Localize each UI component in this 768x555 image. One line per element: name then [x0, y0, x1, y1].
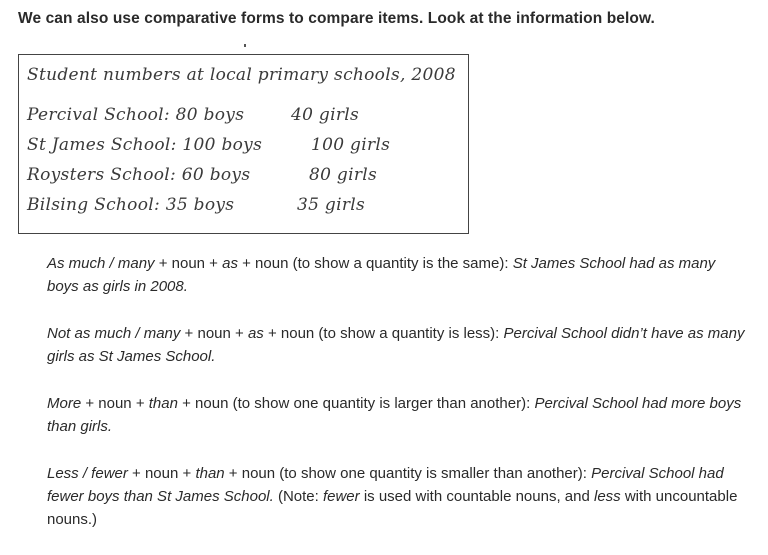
- row-girls-percival: 40 girls: [291, 105, 360, 125]
- row-school-percival: Percival School: 80 boys: [27, 105, 245, 125]
- ex3-text: + noun +: [81, 395, 149, 412]
- ex1-sentence: St James School had as many boys as girls in 2008.: [47, 255, 716, 295]
- ex4-explanation: + noun (to show one quantity is smaller than another):: [224, 465, 592, 482]
- ex3-explanation: + noun (to show one quantity is larger than another):: [177, 395, 535, 412]
- example-as-much-many: [47, 252, 747, 298]
- ex2-keyword: as: [247, 325, 264, 342]
- row-girls-roysters: 80 girls: [309, 165, 378, 185]
- ex4-note-end: with uncountable nouns.): [47, 488, 738, 528]
- ex4-note-start: (Note:: [273, 488, 323, 505]
- row-girls-stjames: 100 girls: [311, 135, 391, 155]
- ex4-note-fewer: fewer: [322, 488, 360, 505]
- ex1-text: + noun +: [154, 255, 223, 272]
- example-not-as-much-many: [47, 322, 747, 368]
- ex4-note-middle: is used with countable nouns, and: [359, 488, 594, 505]
- ex1-explanation: + noun (to show a quantity is the same):: [237, 255, 513, 272]
- row-girls-bilsing: 35 girls: [297, 195, 366, 215]
- ex2-text: + noun +: [180, 325, 248, 342]
- example-less-fewer-than: [47, 462, 747, 531]
- ex4-term: Less / fewer: [47, 465, 128, 482]
- ex4-note-less: less: [593, 488, 621, 505]
- row-school-bilsing: Bilsing School: 35 boys: [27, 195, 235, 215]
- ex3-keyword: than: [148, 395, 178, 412]
- ex3-sentence: Percival School had more boys than girls.: [47, 395, 742, 435]
- student-numbers-box: [18, 54, 469, 234]
- ex2-explanation: + noun (to show a quantity is less):: [263, 325, 504, 342]
- box-title: Student numbers at local primary schools, 2008: [27, 65, 456, 85]
- ex1-term: As much / many: [47, 255, 155, 272]
- stray-mark: [244, 44, 246, 47]
- ex1-keyword: as: [222, 255, 238, 272]
- example-more-than: [47, 392, 747, 438]
- ex2-sentence: Percival School didn’t have as many girls as St James School.: [47, 325, 745, 365]
- ex2-term: Not as much / many: [47, 325, 181, 342]
- ex3-term: More: [47, 395, 82, 412]
- ex4-text: + noun +: [127, 465, 196, 482]
- intro-text: We can also use comparative forms to compare items. Look at the information below.: [18, 10, 655, 27]
- ex4-sentence: Percival School had fewer boys than St James School.: [47, 465, 724, 505]
- ex4-keyword: than: [195, 465, 225, 482]
- row-school-stjames: St James School: 100 boys: [27, 135, 263, 155]
- row-school-roysters: Roysters School: 60 boys: [27, 165, 251, 185]
- examples-section: [47, 252, 747, 555]
